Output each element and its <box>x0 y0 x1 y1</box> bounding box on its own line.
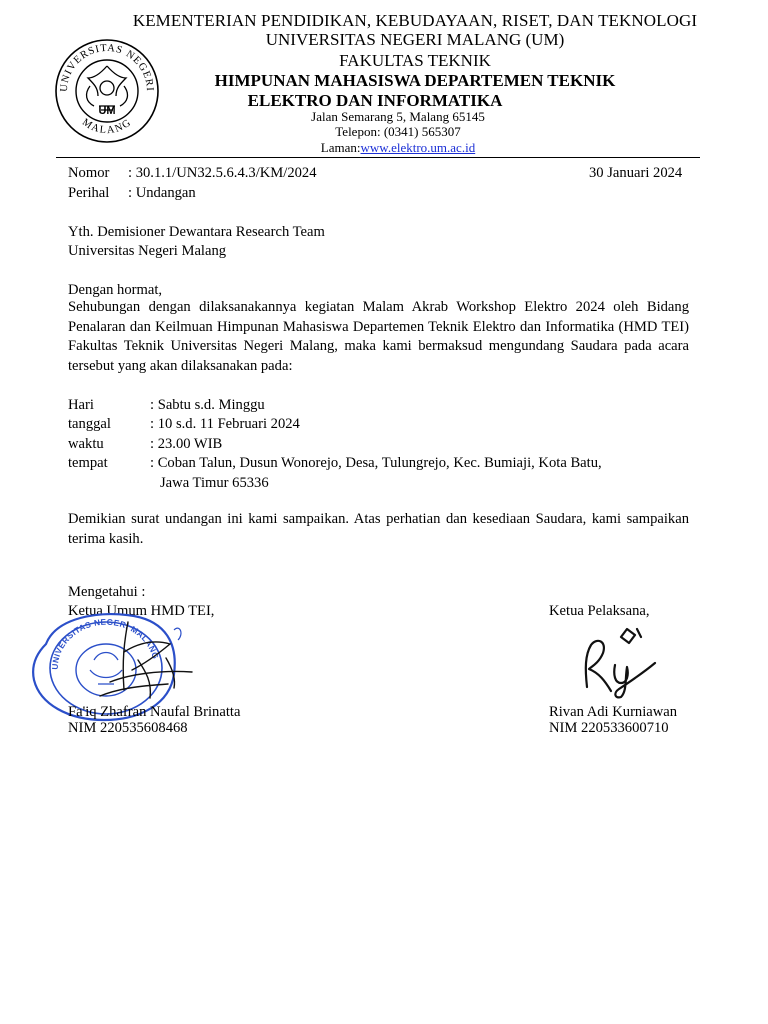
nomor-value: : 30.1.1/UN32.5.6.4.3/KM/2024 <box>128 165 317 181</box>
right-signer-nim: NIM 220533600710 <box>549 720 669 736</box>
recipient-line2: Universitas Negeri Malang <box>68 243 227 259</box>
body-paragraph: Sehubungan dengan dilaksanakannya kegiatan Malam Akrab Workshop Elektro 2024 oleh Bidang Penalaran dan Keilmuan Himpunan Mahasiswa Departemen Teknik Elektro dan Informatika (HMD TEI) Fakultas Teknik Universitas Negeri Malang, maka kami bermaksud mengundang Saudara pada acara tersebut yang akan dilaksanakan pada: <box>68 299 689 374</box>
address: Jalan Semarang 5, Malang 65145 <box>311 109 485 124</box>
website-line <box>248 141 548 154</box>
university-name: UNIVERSITAS NEGERI MALANG (UM) <box>265 30 565 49</box>
svg-text:UNIVERSITAS NEGERI MALANG: UNIVERSITAS NEGERI MALANG <box>50 617 161 670</box>
right-signer-name: Rivan Adi Kurniawan <box>549 704 678 720</box>
detail-value-hari: : Sabtu s.d. Minggu <box>150 397 265 413</box>
detail-value-tanggal: : 10 s.d. 11 Februari 2024 <box>150 416 300 432</box>
letter-date: 30 Januari 2024 <box>589 165 683 181</box>
organization-name-line1: HIMPUNAN MAHASISWA DEPARTEMEN TEKNIK <box>214 71 616 90</box>
right-signature <box>575 625 660 700</box>
detail-value-tempat: : Coban Talun, Dusun Wonorejo, Desa, Tulungrejo, Kec. Bumiaji, Kota Batu, <box>150 455 602 471</box>
detail-label-waktu: waktu <box>68 436 104 452</box>
left-signer-role: Ketua Umum HMD TEI, <box>68 603 215 619</box>
faculty-name: FAKULTAS TEKNIK <box>339 51 491 70</box>
phone: Telepon: (0341) 565307 <box>335 124 461 139</box>
detail-label-hari: Hari <box>68 397 94 413</box>
perihal-label: Perihal <box>68 185 110 201</box>
right-signer-role: Ketua Pelaksana, <box>549 603 650 619</box>
organization-name-line2: ELEKTRO DAN INFORMATIKA <box>247 91 503 110</box>
mengetahui-label: Mengetahui : <box>68 584 146 600</box>
ministry-name: KEMENTERIAN PENDIDIKAN, KEBUDAYAAN, RISET, DAN TEKNOLOGI <box>132 11 698 30</box>
left-signer-nim: NIM 220535608468 <box>68 720 188 736</box>
detail-label-tempat: tempat <box>68 455 108 471</box>
svg-text:UNIVERSITAS NEGERI: UNIVERSITAS NEGERI <box>58 42 156 93</box>
letterhead-divider <box>56 157 700 158</box>
detail-label-tanggal: tanggal <box>68 416 111 432</box>
nomor-label: Nomor <box>68 165 110 181</box>
closing-paragraph: Demikian surat undangan ini kami sampaikan. Atas perhatian dan kesediaan Saudara, kami sampaikan terima kasih. <box>68 511 689 547</box>
detail-value-tempat-line2: Jawa Timur 65336 <box>160 475 269 491</box>
website-label: Laman: <box>320 140 361 155</box>
detail-value-waktu: : 23.00 WIB <box>150 436 223 452</box>
greeting: Dengan hormat, <box>68 282 163 298</box>
left-signature <box>80 612 200 702</box>
left-signer-name: Fa'iq Zhafran Naufal Brinatta <box>68 704 241 720</box>
recipient-line1: Yth. Demisioner Dewantara Research Team <box>68 224 325 240</box>
perihal-value: : Undangan <box>128 185 196 201</box>
svg-text:UM: UM <box>98 105 116 117</box>
svg-text:MALANG: MALANG <box>79 116 135 137</box>
website-link[interactable]: www.elektro.um.ac.id <box>360 140 476 155</box>
